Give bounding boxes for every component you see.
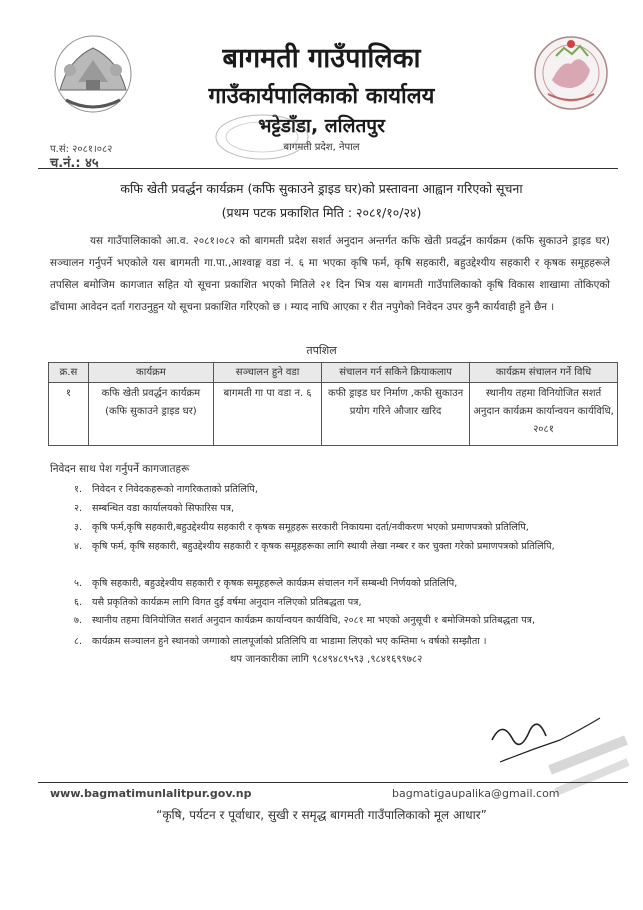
municipality-name: बागमती गाउँपालिका xyxy=(222,43,421,74)
official-stamp-icon xyxy=(212,112,312,162)
list-item-number: ४. xyxy=(73,541,82,552)
footer-motto: “कृषि, पर्यटन र पूर्वाधार, सुखी र समृद्ध बागमती गाउँपालिकाको मूल आधार” xyxy=(156,808,487,822)
contact-numbers: थप जानकारीका लागि ९८४९४८९५९३ ,९८४१६९९७८२ xyxy=(230,654,423,665)
reference-number: प.सं: २०८१।०८२ xyxy=(50,144,113,155)
list-item-number: २. xyxy=(73,503,82,514)
notice-title: कफि खेती प्रवर्द्धन कार्यक्रम (कफि सुकाउने ड्राइड घर)को प्रस्तावना आह्वान गरिएको सूचना xyxy=(120,181,523,196)
col-header-program: कार्यक्रम xyxy=(88,363,213,383)
table-row xyxy=(49,383,618,446)
website-link[interactable]: www.bagmatimunlalitpur.gov.np xyxy=(50,787,252,800)
list-item xyxy=(66,519,618,536)
notice-published-date: (प्रथम पटक प्रकाशित मिति : २०८१/१०/२४) xyxy=(221,205,422,220)
col-header-sn: क्र.स xyxy=(49,363,89,383)
schedule-table xyxy=(48,362,618,446)
list-item-text: यसै प्रकृतिको कार्यक्रम लागि विगत दुई वर्षमा अनुदान नलिएको प्रतिबद्धता पत्र, xyxy=(92,597,362,608)
list-item xyxy=(66,594,618,611)
documents-title: निवेदन साथ पेश गर्नुपर्ने कागजातहरू xyxy=(50,463,190,475)
office-province: बागमती प्रदेश, नेपाल xyxy=(283,142,360,153)
list-item xyxy=(66,538,618,555)
signature-stamp-icon xyxy=(490,700,630,800)
list-item-number: ३. xyxy=(73,522,82,533)
cell-activity: कफी ड्राइड घर निर्माण ,कफी सुकाउन प्रयोग गरिने औजार खरिद xyxy=(322,383,470,446)
list-item-text: कृषि फर्म,कृषि सहकारी,बहुउद्देश्यीय सहकारी र कृषक समूहहरू सरकारी निकायमा दर्ता/नवीकरण भएको प्रमाणपत्रको प्रतिलिपि, xyxy=(92,522,529,533)
list-item-text: कृषि फर्म, कृषि सहकारी, बहुउद्देश्यीय सहकारी र कृषक समूहहरूका लागि स्थायी लेखा नम्बर र कर चुक्ता गरेको प्रमाणपत्रको प्रतिलिपि, xyxy=(92,541,555,552)
list-item-number: ६. xyxy=(73,597,82,608)
cell-sn: १ xyxy=(49,383,89,446)
list-item xyxy=(66,612,618,629)
office-location: भट्टेडाँडा, ललितपुर xyxy=(258,115,385,137)
cell-method: स्थानीय तहमा विनियोजित सशर्त अनुदान कार्यक्रम कार्यान्वयन कार्यविधि, २०८१ xyxy=(470,383,618,446)
list-item-number: १. xyxy=(73,484,82,495)
list-item-text: कार्यक्रम सञ्चालन हुने स्थानको जग्गाको लालपूर्जाको प्रतिलिपि वा भाडामा लिएको भए कम्तिमा ५ वर्षको सम्झौता । xyxy=(92,636,487,647)
list-item-text: सम्बन्धित वडा कार्यालयको सिफारिस पत्र, xyxy=(92,503,235,514)
list-item xyxy=(66,481,618,498)
notice-body: यस गाउँपालिकाको आ.व. २०८१।०८२ को बागमती प्रदेश सशर्त अनुदान अन्तर्गत कफि खेती प्रवर्द्धन कार्यक्रम (कफि सुकाउने ड्राइड घर) सञ्चालन गर्नुपर्ने भएकोले यस बागमती गा.पा.,आश्वाङ्ग वडा नं. ६ मा भएका कृषि फर्म, कृषि सहकारी, बहुउद्देश्यीय सहकारी र कृषक समूहहरूले तपसिल बमोजिम कागजात सहित यो सूचना प्रकाशित भएको मितिले २१ दिन भित्र यस बागमती गाउँपालिकाको कृषि विकास शाखामा तोकिएको ढाँचामा आवेदन दर्ता गराउनुहुन यो सूचना प्रकाशित गरिएको छ । म्याद नाघि आएका र रीत नपुगेको निवेदन उपर कुनै कार्यवाही हुने छैन । xyxy=(50,235,610,313)
list-item-number: ८. xyxy=(73,636,82,647)
list-item xyxy=(66,633,618,650)
header-divider xyxy=(38,168,618,169)
footer-divider xyxy=(38,782,628,783)
col-header-method: कार्यक्रम संचालन गर्ने विधि xyxy=(470,363,618,383)
email-link[interactable]: bagmatigaupalika@gmail.com xyxy=(392,787,560,800)
list-item-text: कृषि सहकारी, बहुउद्देश्यीय सहकारी र कृषक समूहहरूले कार्यक्रम संचालन गर्ने सम्बन्धी निर्णयको प्रतिलिपि, xyxy=(92,578,458,589)
list-item xyxy=(66,575,618,592)
list-item xyxy=(66,500,618,517)
list-item-text: स्थानीय तहमा विनियोजित सशर्त अनुदान कार्यक्रम कार्यान्वयन कार्यविधि, २०८१ मा भएको अनुसूची १ बमोजिमको प्रतिबद्धता पत्र, xyxy=(92,615,536,626)
col-header-ward: सञ्चालन हुने वडा xyxy=(214,363,322,383)
schedule-header-row xyxy=(49,363,618,383)
cell-program: कफि खेती प्रवर्द्धन कार्यक्रम (कफि सुकाउने ड्राइड घर) xyxy=(88,383,213,446)
office-name: गाउँकार्यपालिकाको कार्यालय xyxy=(208,84,435,109)
col-header-activity: संचालन गर्न सकिने क्रियाकलाप xyxy=(322,363,470,383)
cell-ward: बागमती गा पा वडा न. ६ xyxy=(214,383,322,446)
list-item-number: ५. xyxy=(73,578,82,589)
list-item-text: निवेदन र निवेदकहरूको नागरिकताको प्रतिलिपि, xyxy=(92,484,258,495)
list-item-number: ७. xyxy=(73,615,82,626)
dispatch-number: च.नं.: ४५ xyxy=(50,156,99,171)
schedule-caption: तपशिल xyxy=(306,344,337,357)
